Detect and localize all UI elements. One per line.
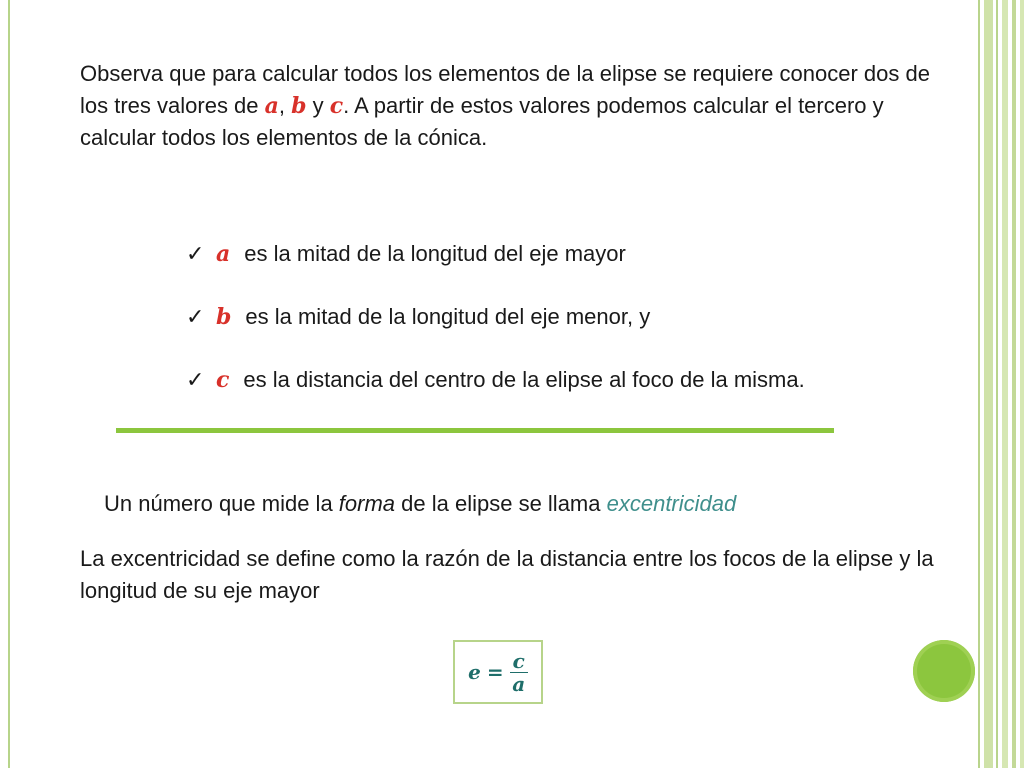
checklist-text: es la distancia del centro de la elipse al foco de la misma. (243, 367, 805, 392)
section-divider (116, 428, 834, 433)
shape-text-before: Un número que mide la (104, 491, 339, 516)
formula-numerator: 𝒄 (510, 650, 528, 673)
intro-text-end: . A partir de estos valores podemos calcular el tercero y calcular todos los elementos de la cónica. (80, 93, 884, 150)
variable-c: 𝒄 (329, 93, 344, 119)
variable-b: 𝒃 (291, 93, 307, 119)
eccentricity-definition: La excentricidad se define como la razón de la distancia entre los focos de la elipse y la longitud de su eje mayor (80, 546, 934, 603)
stripe (984, 0, 993, 768)
checklist-symbol: 𝒄 (216, 367, 230, 393)
stripe (1002, 0, 1008, 768)
formula-fraction (510, 650, 528, 695)
eccentricity-formula (453, 640, 543, 704)
checklist-item-c (186, 364, 805, 396)
stripe (978, 0, 980, 768)
formula-lhs: 𝒆 (468, 660, 481, 684)
formula-denominator: 𝒂 (512, 671, 526, 696)
eccentricity-intro (104, 488, 964, 520)
checklist-symbol: 𝒂 (216, 241, 231, 267)
variable-a: 𝒂 (264, 93, 279, 119)
checklist-text: es la mitad de la longitud del eje mayor (244, 241, 626, 266)
separator: , (278, 93, 292, 118)
checklist-item-b (186, 301, 805, 333)
decorative-green-circle (913, 640, 975, 702)
right-decorative-stripes (976, 0, 1024, 768)
stripe (1012, 0, 1016, 768)
stripe (996, 0, 998, 768)
left-border-line (8, 0, 10, 768)
definitions-checklist (186, 238, 805, 427)
shape-text-middle: de la elipse se llama (395, 491, 607, 516)
shape-emphasis: forma (338, 491, 396, 516)
checkmark-icon: ✓ (186, 304, 205, 330)
checklist-text: es la mitad de la longitud del eje menor, y (245, 304, 651, 329)
checkmark-icon: ✓ (186, 241, 205, 267)
formula-equals: = (486, 660, 504, 684)
checklist-item-a (186, 238, 805, 270)
checklist-symbol: 𝒃 (216, 304, 232, 330)
checkmark-icon: ✓ (186, 367, 205, 393)
intro-paragraph (80, 58, 960, 154)
stripe (1020, 0, 1024, 768)
separator: y (306, 93, 330, 118)
eccentricity-term: excentricidad (606, 491, 737, 516)
intro-text-start: Observa que para calcular todos los elementos de la elipse se requiere conocer dos de los tres valores de (80, 61, 930, 118)
